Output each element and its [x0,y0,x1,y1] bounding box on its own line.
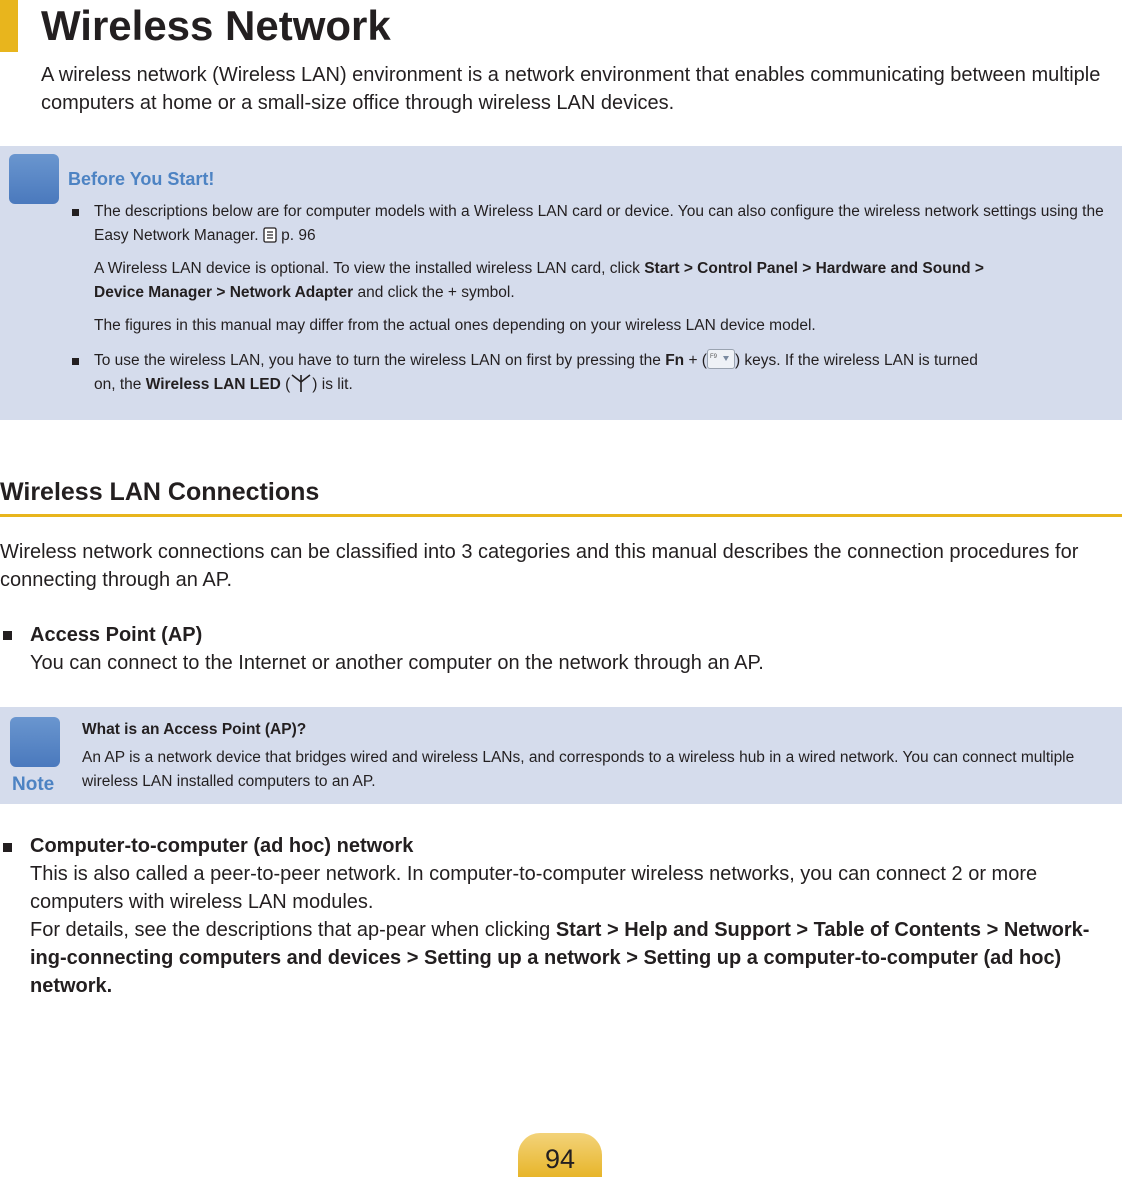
led-label: Wireless LAN LED [145,376,281,393]
before-bullet-1 [94,200,1109,251]
before-bullet-2 [94,349,1109,401]
led-text: on, the [94,376,146,393]
item-title: Access Point (AP) [30,624,203,646]
before-you-start-heading: Before You Start! [68,169,215,189]
led-text-mid: ( [280,376,291,393]
section-divider [0,514,1122,517]
section-heading: Wireless LAN Connections [0,478,320,506]
page-reference: p. 96 [281,227,316,244]
device-path-2: Device Manager > Network Adapter [94,284,354,301]
item-bullet [3,631,12,640]
note-text: An AP is a network device that bridges wired and wireless LANs, and corresponds to a wireless hub in a wired network. You can connect multiple wireless LAN installed computers to an AP. [82,749,1075,790]
item-bullet [3,843,12,852]
before-you-start-icon [9,154,59,204]
bullet-marker [72,358,79,365]
before-bullet-1-text: The descriptions below are for computer models with a Wireless LAN card or device. You can also configure the wireless network settings using the Easy Network Manager. [94,203,1104,244]
item-title: Computer-to-computer (ad hoc) network [30,835,414,857]
item-details-text: For details, see the descriptions that ap-pear when clicking [30,919,556,941]
bullet-marker [72,209,79,216]
plus-text: + ( [684,352,707,369]
item-text: You can connect to the Internet or another computer on the network through an AP. [30,652,764,674]
item-ad-hoc [30,832,1115,1000]
note-label: Note [12,774,55,795]
item-text: This is also called a peer-to-peer network. In computer-to-computer wireless networks, you can connect 2 or more computers with wireless LAN modules. [30,863,1038,913]
before-paragraph-device [94,257,1114,305]
title-accent-bar [0,0,18,52]
page-title: Wireless Network [41,2,391,49]
wireless-key-icon [707,349,735,369]
intro-paragraph: A wireless network (Wireless LAN) environment is a network environment that enables communicating between multiple computers at home or a small-size office through wireless LAN devices. [41,64,1101,114]
note-heading: What is an Access Point (AP)? [82,721,307,738]
fn-text-end: ) keys. If the wireless LAN is turned [734,352,978,369]
page-number: 94 [544,1144,576,1174]
section-intro: Wireless network connections can be classified into 3 categories and this manual describes the connection procedures for connecting through an AP. [0,541,1079,591]
device-text-end: and click the + symbol. [353,284,515,301]
before-paragraph-figures: The figures in this manual may differ from the actual ones depending on your wireless LAN device model. [94,317,816,334]
item-details-path: Start > Help and Support > Table of Contents > Network-ing-connecting computers and devices > Setting up a network > Setting up a computer-to-computer (ad hoc) network. [30,919,1090,997]
note-icon [10,717,60,767]
device-path-1: Start > Control Panel > Hardware and Sound > [644,260,984,277]
antenna-icon [290,373,312,401]
device-text: A Wireless LAN device is optional. To view the installed wireless LAN card, click [94,260,645,277]
svg-text:F9: F9 [709,354,717,360]
fn-text: To use the wireless LAN, you have to turn the wireless LAN on first by pressing the [94,352,666,369]
led-text-end: ) is lit. [312,376,353,393]
book-reference-icon [263,227,277,251]
item-access-point [30,621,1110,677]
fn-key: Fn [665,352,685,369]
